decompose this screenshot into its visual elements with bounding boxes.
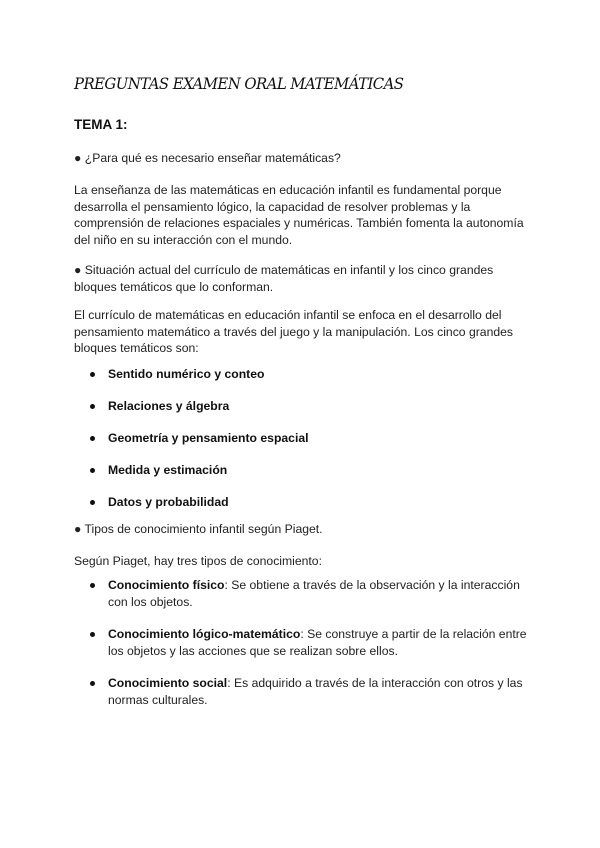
list-item bbox=[90, 463, 530, 495]
term-description: : Se obtiene a través de la observación y la interacción con los objetos. bbox=[108, 578, 520, 609]
list-item-label: Datos y probabilidad bbox=[108, 495, 229, 509]
list-item bbox=[90, 675, 530, 724]
bullet-icon bbox=[90, 583, 95, 588]
bullet-icon bbox=[90, 681, 95, 686]
list-item bbox=[90, 431, 530, 463]
list-item-label: Relaciones y álgebra bbox=[108, 399, 230, 413]
answer-2: El currículo de matemáticas en educación infantil se enfoca en el desarrollo del pensamiento matemático a través del juego y la manipulación. Los cinco grandes bloques temáticos son: bbox=[74, 308, 513, 355]
term-description: : Es adquirido a través de la interacción con otros y las normas culturales. bbox=[108, 676, 523, 707]
answer-1: La enseñanza de las matemáticas en educación infantil es fundamental porque desarrolla el pensamiento lógico, la capacidad de resolver problemas y la comprensión de relaciones espaciales y numéricas. También fomenta la autonomía del niño en su interacción con el mundo. bbox=[74, 183, 524, 247]
bullet-icon bbox=[90, 500, 95, 505]
bullet-icon bbox=[90, 404, 95, 409]
answer-3: Según Piaget, hay tres tipos de conocimiento: bbox=[74, 554, 322, 568]
term-label: Conocimiento lógico-matemático bbox=[108, 627, 301, 641]
list-item bbox=[90, 399, 530, 431]
bullet-icon bbox=[90, 436, 95, 441]
list-item-label: Geometría y pensamiento espacial bbox=[108, 431, 309, 445]
bullet-icon bbox=[90, 468, 95, 473]
list-item bbox=[90, 577, 530, 626]
conocimientos-list bbox=[90, 577, 530, 724]
document-title: PREGUNTAS EXAMEN ORAL MATEMÁTICAS bbox=[74, 74, 404, 93]
list-item bbox=[90, 626, 530, 675]
term-label: Conocimiento físico bbox=[108, 578, 225, 592]
question-1: ● ¿Para qué es necesario enseñar matemáticas? bbox=[74, 151, 341, 165]
list-item bbox=[90, 367, 530, 399]
bullet-icon bbox=[90, 632, 95, 637]
list-item-label: Medida y estimación bbox=[108, 463, 228, 477]
question-3: ● Tipos de conocimiento infantil según Piaget. bbox=[74, 522, 323, 536]
section-heading: TEMA 1: bbox=[74, 117, 128, 132]
term-description: : Se construye a partir de la relación entre los objetos y las acciones que se realizan sobre ellos. bbox=[108, 627, 527, 658]
list-item-label: Sentido numérico y conteo bbox=[108, 367, 265, 381]
bloques-list bbox=[90, 367, 530, 527]
question-2: ● Situación actual del currículo de matemáticas en infantil y los cinco grandes bloques temáticos que lo conforman. bbox=[74, 263, 494, 294]
bullet-icon bbox=[90, 372, 95, 377]
term-label: Conocimiento social bbox=[108, 676, 228, 690]
